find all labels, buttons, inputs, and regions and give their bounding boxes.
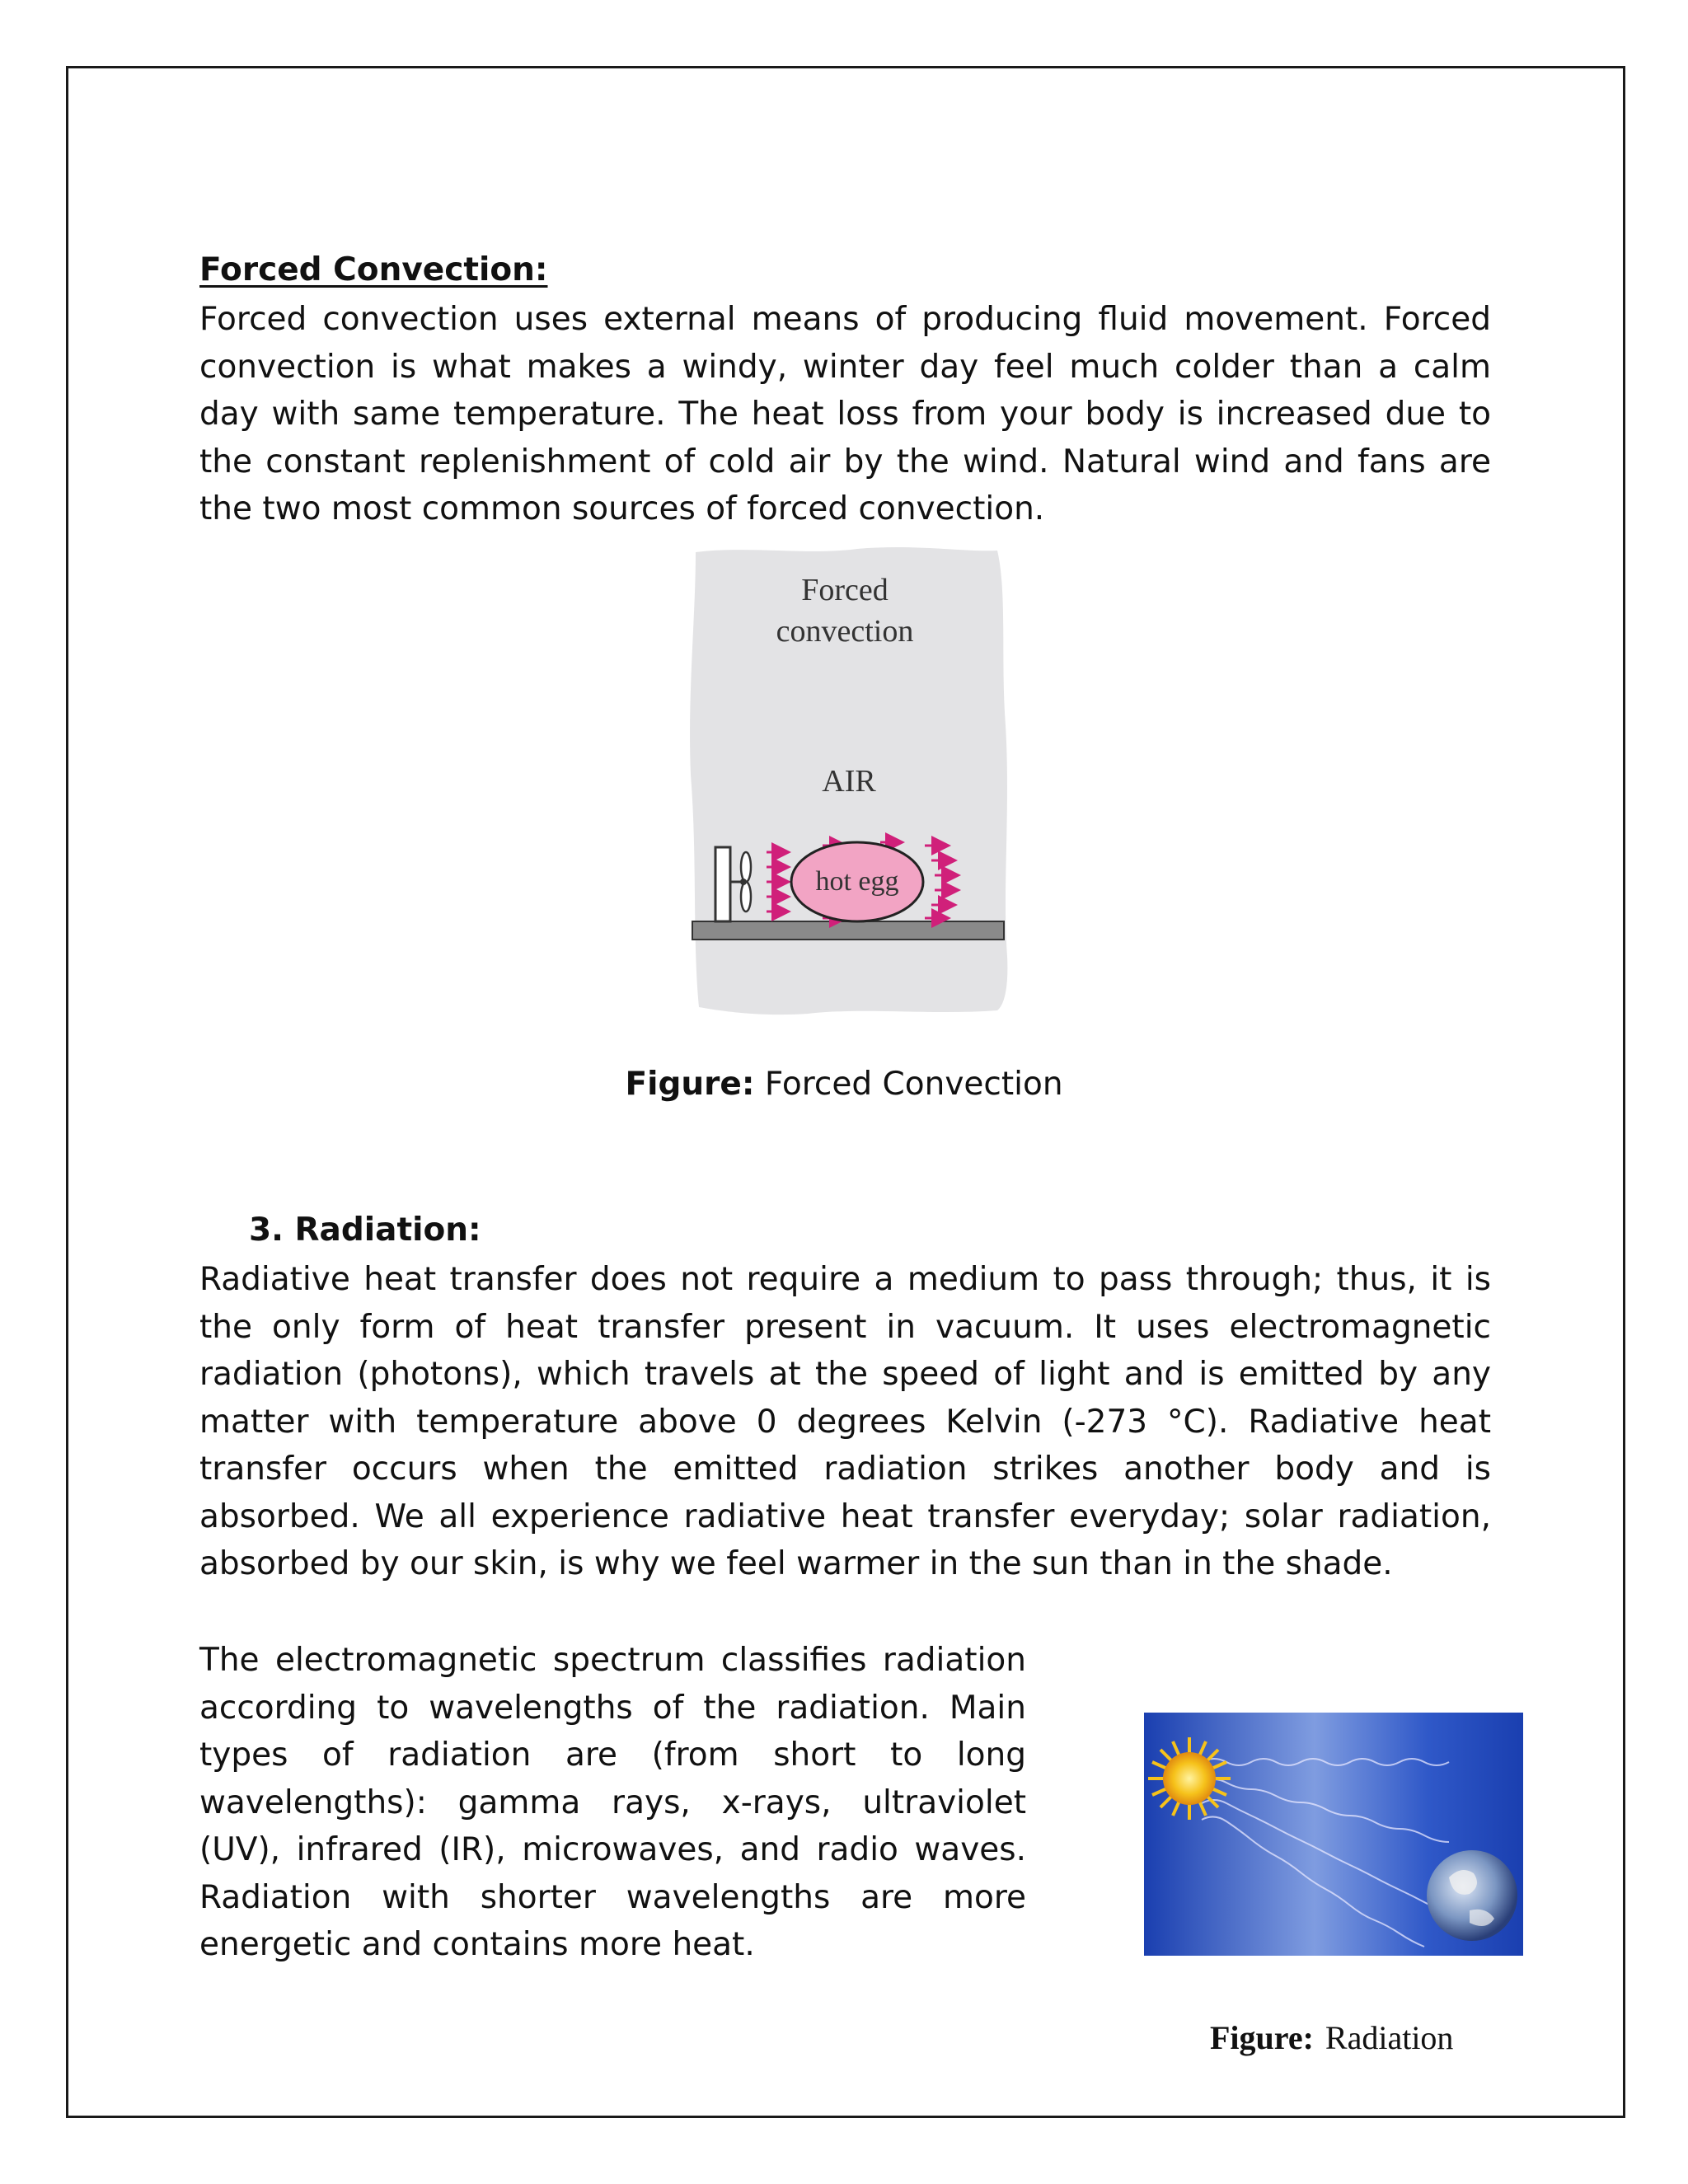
radiation-heading: 3. Radiation: xyxy=(249,1212,481,1249)
forced-convection-figure xyxy=(684,544,1014,1018)
caption-text: Forced Convection xyxy=(764,1066,1063,1103)
sun-icon xyxy=(1148,1737,1231,1820)
egg-label: hot egg xyxy=(815,866,899,897)
caption-label: Figure: xyxy=(625,1066,755,1103)
earth-icon xyxy=(1427,1850,1517,1941)
forced-convection-heading: Forced Convection: xyxy=(199,251,548,288)
radiation-caption xyxy=(1210,2018,1453,2059)
caption-text: Radiation xyxy=(1325,2019,1454,2056)
radiation-paragraph-1: Radiative heat transfer does not require a medium to pass through; thus, it is the only form of heat transfer present in vacuum. It uses electromagnetic radiation (photons), which travels at the speed of light and is emitted by any matter with temperature above 0 degrees Kelvin (-273 °C). Radiative heat transfer occurs when the emitted radiation strikes another body and is absorbed. We all experience radiative heat transfer everyday; solar radiation, absorbed by our skin, is why we feel warmer in the sun than in the shade. xyxy=(199,1261,1491,1582)
figure-title-line1: Forced xyxy=(801,573,889,607)
forced-convection-caption xyxy=(0,1063,1688,1106)
forced-convection-paragraph: Forced convection uses external means of producing fluid movement. Forced convection is what makes a windy, winter day feel much colder than a calm day with same temperature. The heat loss from your body is increased due to the constant replenishment of cold air by the wind. Natural wind and fans are the two most common sources of forced convection. xyxy=(199,301,1491,527)
fan-stand xyxy=(715,847,730,921)
caption-label: Figure: xyxy=(1210,2019,1314,2056)
radiation-figure xyxy=(1144,1713,1523,1956)
ground-strip xyxy=(692,921,1004,940)
radiation-paragraph-2: The electromagnetic spectrum classifies radiation according to wavelengths of the radiation. Main types of radiation are (from short to long wavelengths): gamma rays, x-rays, ultraviolet (UV), infrared (IR), microwaves, and radio waves. Radiation with shorter wavelengths are more energetic and contains more heat. xyxy=(199,1642,1026,1963)
air-label: AIR xyxy=(822,764,876,799)
figure-title-line2: convection xyxy=(776,614,914,649)
